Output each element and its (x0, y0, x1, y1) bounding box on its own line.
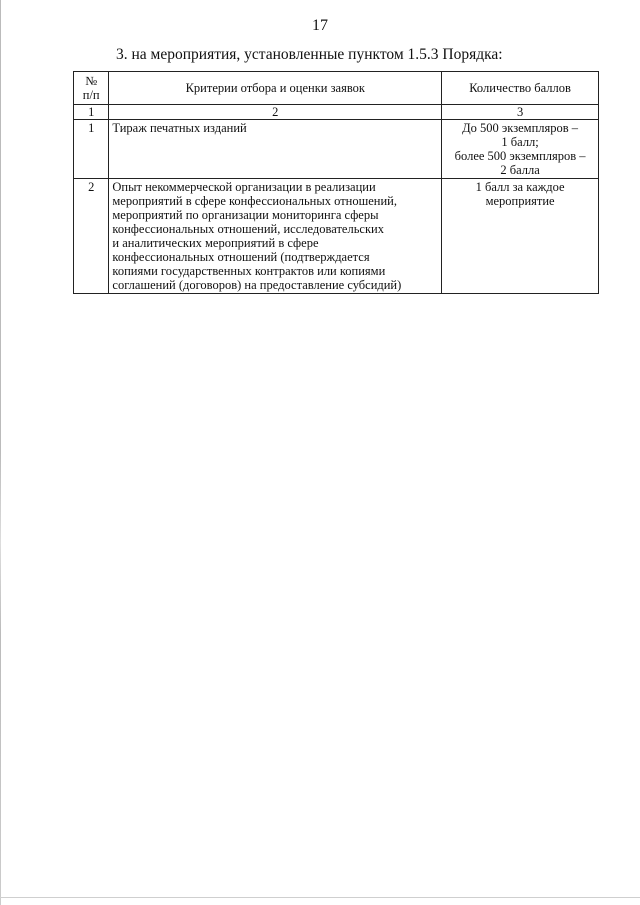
row-criteria (109, 179, 442, 294)
criteria-line: Тираж печатных изданий (112, 121, 247, 135)
criteria-line: и аналитических мероприятий в сфере (112, 236, 319, 250)
table-row (74, 179, 599, 294)
scan-bottom-edge (0, 897, 640, 898)
table-header-row (74, 72, 599, 105)
criteria-line: копиями государственных контрактов или копиями (112, 264, 386, 278)
table-row (74, 120, 599, 179)
score-line: 2 балла (500, 163, 540, 177)
score-line: 1 балл за каждое (475, 180, 565, 194)
score-line: 1 балл; (501, 135, 539, 149)
criteria-table (73, 71, 599, 294)
score-line: мероприятие (485, 194, 555, 208)
row-score (442, 179, 599, 294)
criteria-line: Опыт некоммерческой организации в реализации (112, 180, 376, 194)
score-line: более 500 экземпляров – (454, 149, 586, 163)
column-index-row (74, 105, 599, 120)
scan-edge (0, 0, 1, 905)
header-number (74, 72, 109, 105)
column-index: 1 (74, 105, 109, 120)
header-number-symbol: № (85, 74, 98, 88)
criteria-line: мероприятий по организации мониторинга сферы (112, 208, 379, 222)
column-index: 3 (442, 105, 599, 120)
score-line: До 500 экземпляров – (462, 121, 579, 135)
criteria-line: конфессиональных отношений, исследовательских (112, 222, 384, 236)
page-number: 17 (312, 17, 328, 34)
row-number: 2 (74, 179, 109, 294)
row-number: 1 (74, 120, 109, 179)
header-number-abbr: п/п (82, 88, 100, 102)
row-criteria (109, 120, 442, 179)
header-score: Количество баллов (442, 72, 599, 105)
criteria-line: конфессиональных отношений (подтверждается (112, 250, 370, 264)
section-heading: 3. на мероприятия, установленные пунктом 1.5.3 Порядка: (116, 46, 503, 63)
criteria-line: соглашений (договоров) на предоставление субсидий) (112, 278, 402, 292)
column-index: 2 (109, 105, 442, 120)
row-score (442, 120, 599, 179)
criteria-line: мероприятий в сфере конфессиональных отношений, (112, 194, 397, 208)
header-criteria: Критерии отбора и оценки заявок (109, 72, 442, 105)
